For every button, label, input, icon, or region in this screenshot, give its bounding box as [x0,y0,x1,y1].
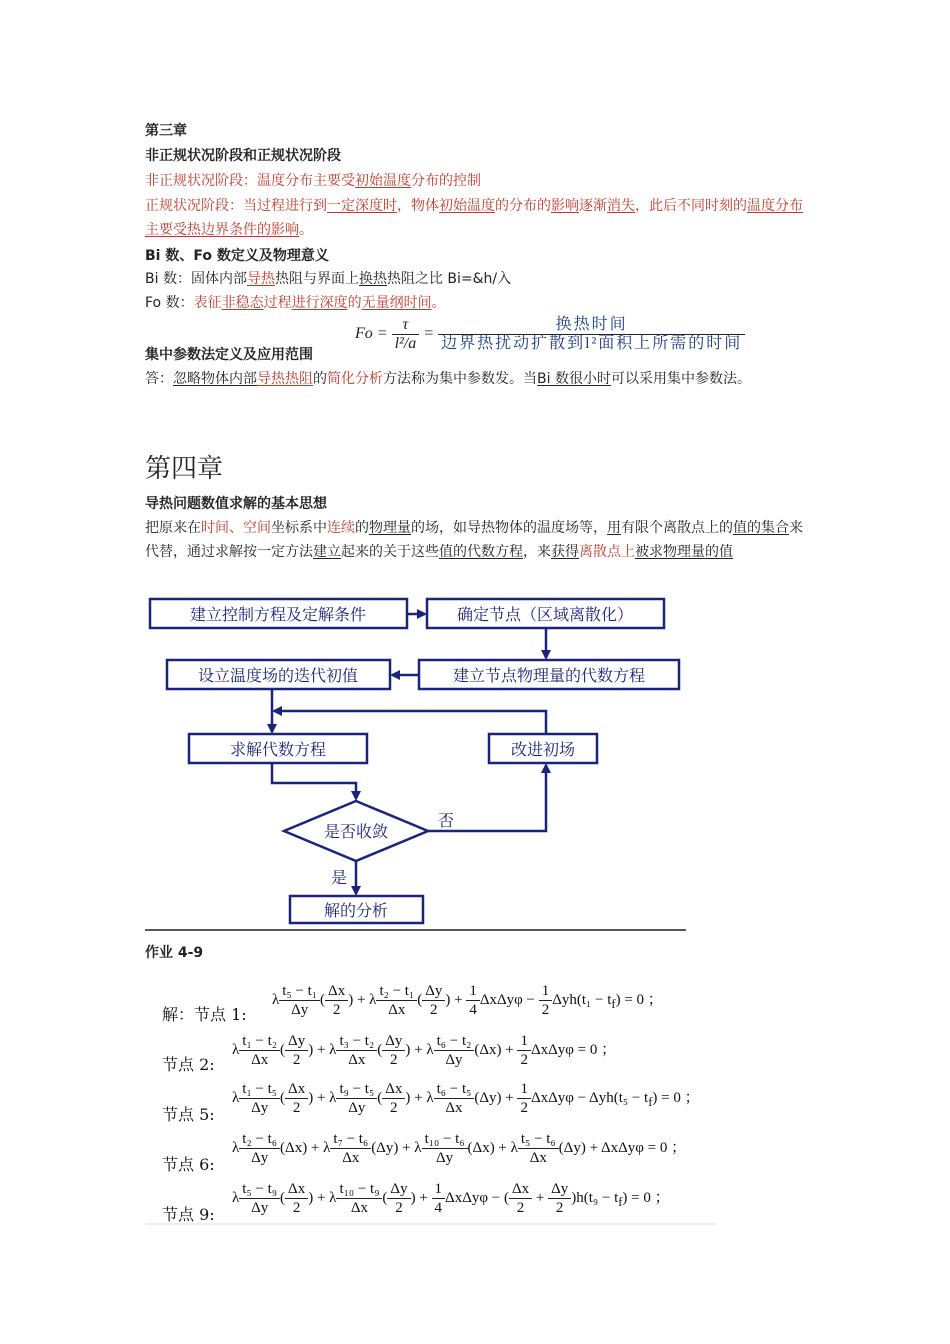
underlined-term: 物理量 [369,520,411,536]
fo-word-denominator: 边界热扰动扩散到l²面积上所需的时间 [441,335,743,352]
text-run: 的 [313,371,327,387]
arrow [272,763,356,799]
node-6-label: 节点 6: [162,1155,215,1174]
flow-label-no: 否 [437,811,455,830]
text-run: ，此后不同时刻的 [635,198,747,214]
red-term: 离散点上 [579,544,635,560]
underlined-term: 无量纲时间 [361,295,432,311]
text-run: 逐渐 [579,198,607,214]
bi-label: Bi 数：固体内部 [145,271,247,287]
underlined-term: 换热 [358,271,387,287]
red-term: 简化分析 [327,371,383,387]
node-5-equation: λ $\frac{\text{t₁ − t₅}}{\Delta y}$ ( $\frac{\Delta x}{2}$ ) + λ $\frac{\text{t₉ − t₅}}{\Delta y}$ ( $\frac{\Delta x}{2}$ ) + λ $\frac{\text{t₆ − t₅}}{\Delta x}$ (Δy) + $\frac{1}{2}$ $\Delta x\Delta y\varphi - \Delta yh(t_5 - t_f) = 0$ ； [232,1081,700,1116]
underlined-term: 消失 [607,198,635,214]
text-run: 的场，如导热物体的温度场等， [411,520,607,536]
flow-label: 改进初场 [510,740,576,759]
text-run: 分布的控制 [411,173,481,189]
underlined-term: 一定深度时 [327,198,397,214]
fo-numerator: τ [392,316,420,335]
underlined-term: 初始温度 [439,198,495,214]
text-run: 的分布的 [495,198,551,214]
nonregular-label: 非正规状况阶段： [145,173,257,189]
flow-label: 解的分析 [323,901,389,920]
text-run: ，来 [523,544,551,560]
fo-word-numerator: 换热时间 [438,316,745,335]
red-term: 时间、空间 [201,520,271,536]
text-run: ，物体 [397,198,439,214]
red-term: 连续 [327,520,355,536]
regular-label: 正规状况阶段： [145,198,243,214]
node-6-equation: λ $\frac{\text{t₂ − t₆}}{\Delta y}$ (Δx) + λ $\frac{\text{t₇ − t₆}}{\Delta x}$ (Δy) + λ $\frac{\text{t₁₀ − t₆}}{\Delta y}$ (Δx) + λ $\frac{\text{t₅ − t₆}}{\Delta x}$ (Δy) + ΔxΔyφ = 0 ； [232,1131,687,1166]
text-run: 表征 [193,295,222,311]
flow-label: 求解代数方程 [229,740,327,759]
chapter3-title: 第三章 [145,123,187,139]
text-run: 当过程进行到 [243,198,327,214]
flow-label: 建立节点物理量的代数方程 [452,666,646,685]
node-5-label: 节点 5: [162,1105,215,1124]
underlined-term: 值的代数方程 [439,544,523,560]
text-run: 温度分布主要受 [257,173,355,189]
flow-label: 建立控制方程及定解条件 [189,605,367,624]
homework-title: 作业 4-9 [145,945,204,961]
heading-lumped: 集中参数法定义及应用范围 [145,347,313,363]
red-term: 导热热阻 [257,371,313,387]
fo-lhs: Fo = [355,325,388,343]
arrow [274,711,546,734]
underlined-term: 被求物理量的值 [635,544,733,560]
text-run: 把原来在 [145,520,201,536]
fo-label: Fo 数： [145,295,194,311]
text-run: 热阻之比 Bi=&h/入 [386,271,512,287]
fo-equals: = [423,325,435,343]
underlined-term: 用 [607,520,621,536]
underlined-term: 影响 [551,198,579,214]
underlined-term: 进行深度 [291,295,348,311]
node-2-equation: λ $\frac{\text{t₁ − t₂}}{\Delta x}$ ( $\frac{\Delta y}{2}$ ) + λ $\frac{\text{t₃ − t₂}}{\Delta x}$ ( $\frac{\Delta y}{2}$ ) + λ $\frac{\text{t₆ − t₂}}{\Delta y}$ (Δx) + $\frac{1}{2}$ ΔxΔyφ = 0 ； [232,1033,617,1068]
heading-bi-fo: Bi 数、Fo 数定义及物理意义 [145,248,329,264]
text-run: 。 [299,222,313,238]
text-run: 方法称为集中参数发。当 [383,371,537,387]
fo-denominator: l²/a [394,335,417,352]
text-run: 来代替，通过求解按一定方法 [145,520,803,560]
node-9-equation: λ $\frac{\text{t₅ − t₉}}{\Delta y}$ ( $\frac{\Delta x}{2}$ ) + λ $\frac{\text{t₁₀ − t₉}}{\Delta x}$ ( $\frac{\Delta y}{2}$ ) + $\frac{1}{4}$ ΔxΔyφ − ( $\frac{\Delta x}{2}$ + $\frac{\Delta y}{2}$ )$h(t_9 - t_f) = 0$ ； [232,1181,670,1216]
underlined-term: 忽略物体内部 [173,371,257,387]
node-9-label: 节点 9: [162,1205,215,1224]
flow-label: 设立温度场的迭代初值 [197,666,359,685]
text-run: 可以采用集中参数法。 [610,371,751,387]
underlined-term: 初始温度 [355,173,411,189]
text-run: 的 [355,520,369,536]
underlined-term: 温度分布主要受热边界条件的影响 [145,198,803,238]
underlined-term: 值的集合 [733,520,789,536]
node-2-label: 节点 2: [162,1055,215,1074]
text-run: 坐标系中 [271,520,327,536]
text-run: 起来的关于这些 [341,544,439,560]
heading-numeric: 导热问题数值求解的基本思想 [145,496,327,512]
text-run: 的 [347,295,362,311]
underlined-term: 建立 [313,544,341,560]
node-1-label: 解：节点 1: [162,1005,247,1024]
flow-label-yes: 是 [330,868,348,887]
text-run: 热阻与界面上 [274,271,359,287]
flow-label: 是否收敛 [323,822,389,841]
node-1-equation: λ $\frac{\text{t₅ − t₁}}{\Delta y}$ ( $\frac{\Delta x}{2}$ ) + λ $\frac{\text{t₂ − t₁}}{\Delta x}$ ( $\frac{\Delta y}{2}$ ) + $\frac{1}{4}$ ΔxΔyφ − $\frac{1}{2}$ $\Delta yh(t_1 - t_f) = 0$ ； [272,983,663,1018]
underlined-term: 非稳态 [221,295,264,311]
flow-label: 确定节点（区域离散化） [456,605,634,624]
chapter4-title: 第四章 [145,454,224,484]
underlined-term: Bi 数很小时 [537,371,611,387]
text-run: 过程 [263,295,292,311]
underlined-term: 获得 [551,544,579,560]
text-run: 。 [431,295,446,311]
heading-stages: 非正规状况阶段和正规状况阶段 [145,148,341,164]
underlined-term: 导热 [246,271,275,287]
answer-label: 答： [145,371,173,387]
text-run: 有限个离散点上的 [621,520,733,536]
